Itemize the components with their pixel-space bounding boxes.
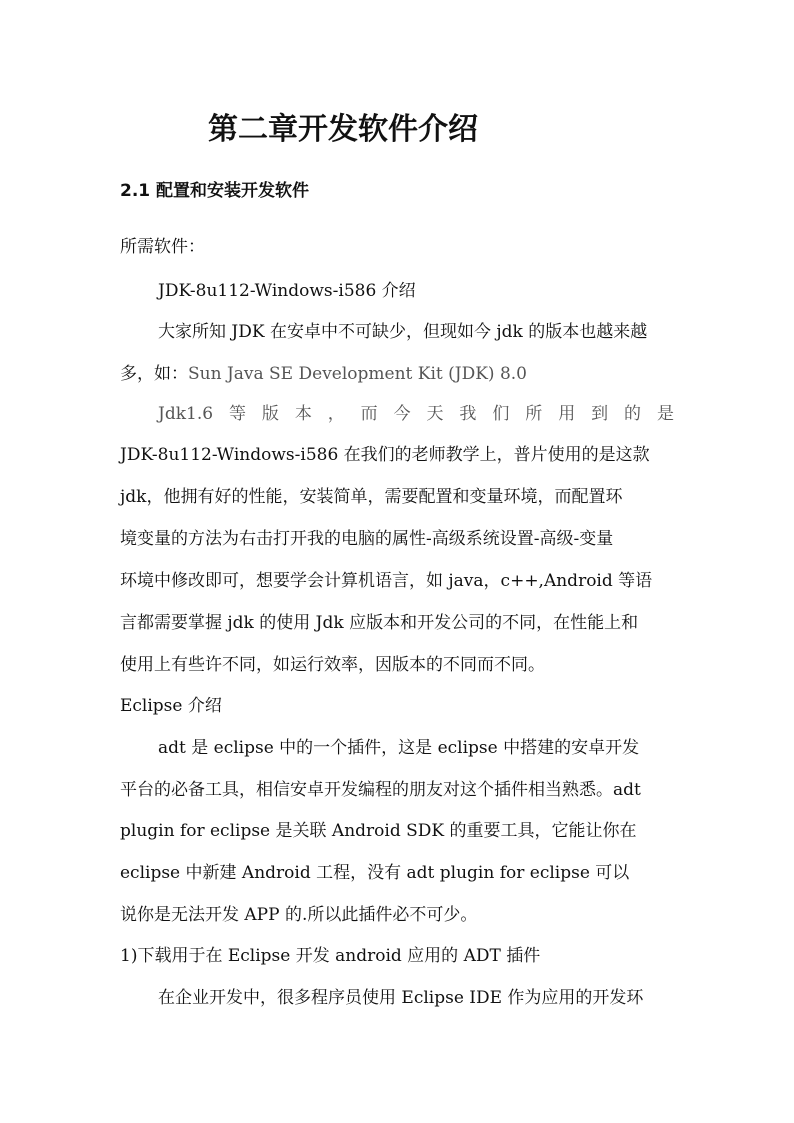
text-span: 天 xyxy=(426,404,444,424)
paragraph-line: 境变量的方法为右击打开我的电脑的属性-高级系统设置-高级-变量 xyxy=(120,529,614,549)
paragraph-line: 使用上有些许不同，如运行效率，因版本的不同而不同。 xyxy=(120,655,545,675)
paragraph-line: 环境中修改即可，想要学会计算机语言，如 java，c++,Android 等语 xyxy=(120,571,653,591)
text-span: Jdk1.6 xyxy=(158,404,214,424)
text-span: ， xyxy=(327,404,345,424)
text-span: 多，如： xyxy=(120,364,188,384)
chapter-title: 第二章开发软件介绍 xyxy=(208,112,478,147)
text-span: 所 xyxy=(525,404,543,424)
section-heading: 2.1 配置和安装开发软件 xyxy=(120,181,310,201)
text-span: 等 xyxy=(228,404,246,424)
paragraph-line: adt 是 eclipse 中的一个插件，这是 eclipse 中搭建的安卓开发 xyxy=(158,738,640,758)
paragraph-line: 平台的必备工具，相信安卓开发编程的朋友对这个插件相当熟悉。adt xyxy=(120,780,641,800)
text-span: 到 xyxy=(591,404,609,424)
text-span: 本 xyxy=(294,404,312,424)
paragraph-line: 在企业开发中，很多程序员使用 Eclipse IDE 作为应用的开发环 xyxy=(158,988,644,1008)
paragraph-line: 大家所知 JDK 在安卓中不可缺少，但现如今 jdk 的版本也越来越 xyxy=(158,322,648,342)
text-span: 我 xyxy=(459,404,477,424)
paragraph-line: plugin for eclipse 是关联 Android SDK 的重要工具，它能让你在 xyxy=(120,821,637,841)
paragraph-line: jdk，他拥有好的性能，安装简单，需要配置和变量环境，而配置环 xyxy=(120,487,623,507)
paragraph-line: JDK-8u112-Windows-i586 在我们的老师教学上，普片使用的是这款 xyxy=(120,445,650,465)
text-span: 们 xyxy=(492,404,510,424)
text-span: 是 xyxy=(656,404,674,424)
text-span: 版 xyxy=(261,404,279,424)
text-span: 而 xyxy=(360,404,378,424)
paragraph-line: 1)下载用于在 Eclipse 开发 android 应用的 ADT 插件 xyxy=(120,946,541,966)
paragraph-line xyxy=(120,362,674,386)
justified-line xyxy=(158,402,674,426)
paragraph-line: Eclipse 介绍 xyxy=(120,696,222,716)
paragraph-line: 言都需要掌握 jdk 的使用 Jdk 应版本和开发公司的不同，在性能上和 xyxy=(120,613,639,633)
text-span: 的 xyxy=(624,404,642,424)
paragraph-line: JDK-8u112-Windows-i586 介绍 xyxy=(158,281,416,301)
paragraph-line: 所需软件： xyxy=(120,237,205,257)
text-span: Sun Java SE Development Kit (JDK) 8.0 xyxy=(188,364,527,384)
paragraph-line: 说你是无法开发 APP 的.所以此插件必不可少。 xyxy=(120,905,478,925)
text-span: 用 xyxy=(558,404,576,424)
paragraph-line: eclipse 中新建 Android 工程，没有 adt plugin for eclipse 可以 xyxy=(120,863,630,883)
text-span: 今 xyxy=(393,404,411,424)
